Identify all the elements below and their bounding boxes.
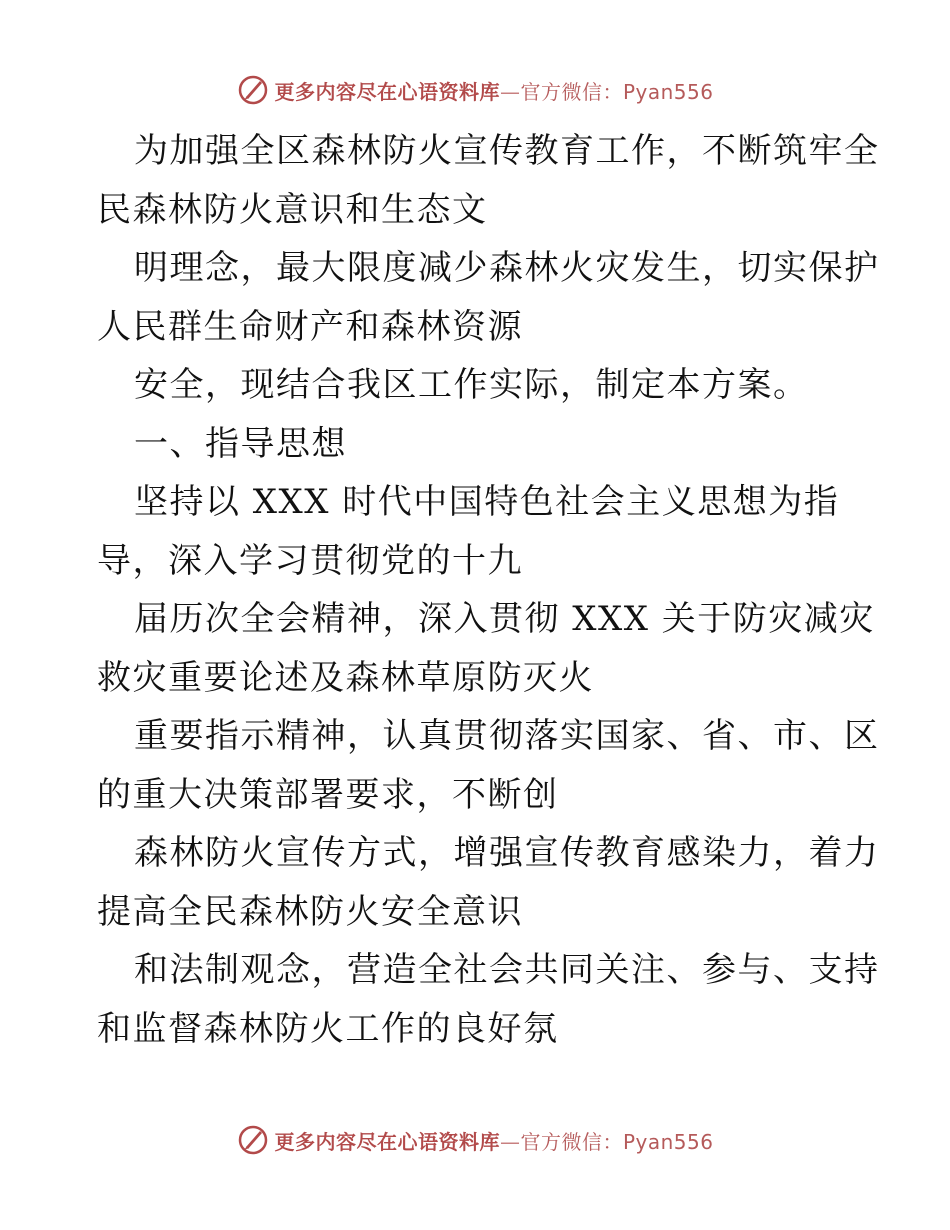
text-line: 届历次全会精神，深入贯彻 XXX 关于防灾减灾: [134, 599, 875, 639]
text-line: 和监督森林防火工作的良好氛: [97, 1009, 559, 1049]
quill-pen-logo-icon: [236, 1123, 270, 1157]
text-line: 森林防火宣传方式，增强宣传教育感染力，着力: [134, 833, 880, 873]
watermark-main-text: 更多内容尽在心语资料库: [274, 1129, 500, 1154]
watermark-dash: —: [499, 79, 521, 104]
text-line: 重要指示精神，认真贯彻落实国家、省、市、区: [134, 716, 880, 756]
watermark-wechat-text: 官方微信：Pyan556: [520, 1129, 714, 1154]
text-line: 坚持以 XXX 时代中国特色社会主义思想为指: [134, 482, 840, 522]
text-line: 救灾重要论述及森林草原防灭火: [97, 658, 594, 698]
text-line: 明理念，最大限度减少森林火灾发生，切实保护: [134, 248, 880, 288]
text-line: 安全，现结合我区工作实际，制定本方案。: [134, 365, 809, 405]
text-line: 导，深入学习贯彻党的十九: [97, 541, 523, 581]
text-line: 为加强全区森林防火宣传教育工作，不断筑牢全: [134, 131, 880, 171]
watermark-main-text: 更多内容尽在心语资料库: [274, 79, 500, 104]
text-line: 人民群生命财产和森林资源: [97, 307, 523, 347]
watermark-wechat-text: 官方微信：Pyan556: [520, 79, 714, 104]
text-line: 民森林防火意识和生态文: [97, 190, 488, 230]
text-line: 一、指导思想: [134, 424, 347, 464]
watermark-dash: —: [499, 1129, 521, 1154]
footer-watermark: [0, 1120, 950, 1160]
quill-pen-logo-icon: [236, 73, 270, 107]
header-watermark: [0, 70, 950, 110]
text-line: 和法制观念，营造全社会共同关注、参与、支持: [134, 950, 880, 990]
text-line: 的重大决策部署要求，不断创: [97, 775, 559, 815]
text-line: 提高全民森林防火安全意识: [97, 892, 523, 932]
